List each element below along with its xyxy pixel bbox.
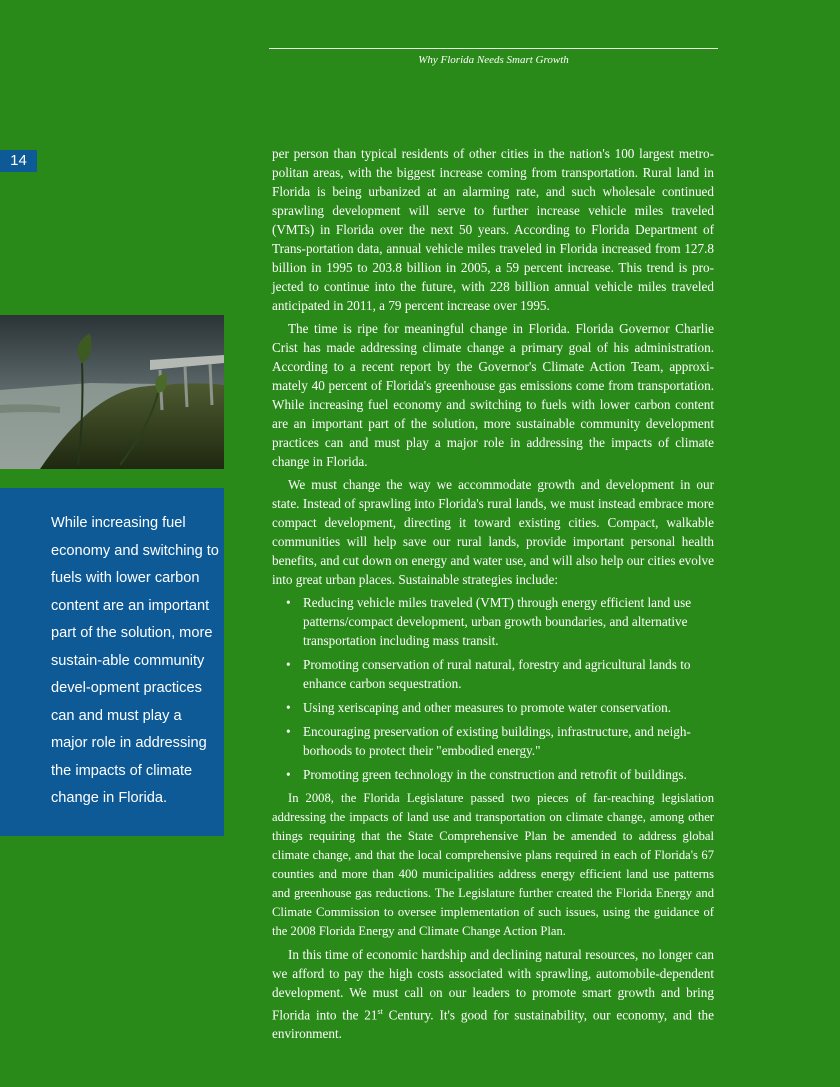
paragraph-4: In 2008, the Florida Legislature passed two pieces of far-reaching legislation addressing the impacts of land use and transportation on climate change, among other things requiring that the State Comprehensive Plan be amended to address global climate change, and that the local comprehensive plans required in each of Florida's 67 counties and more than 400 municipalities address energy efficient land use patterns and greenhouse gas reductions. The Legislature further created the Florida Energy and Climate Commission to oversee implementation of such issues, using the guidance of the 2008 Florida Energy and Climate Change Action Plan. <box>272 791 714 938</box>
pull-quote: While increasing fuel economy and switching to fuels with lower carbon content are an important part of the solution, more sustain-able community devel-opment practices can and must play a major role in addressing the impacts of climate change in Florida. <box>51 515 219 806</box>
pull-quote-box <box>0 488 224 836</box>
bullet-icon: • <box>286 595 291 610</box>
running-header: Why Florida Needs Smart Growth <box>418 54 569 66</box>
list-item: • Promoting conservation of rural natural, forestry and agricultural lands to enhance carbon sequestration. <box>286 657 691 691</box>
bullet-icon: • <box>286 700 291 715</box>
storm-landscape-photo <box>0 315 224 469</box>
bullet-icon: • <box>286 657 291 672</box>
list-item: • Reducing vehicle miles traveled (VMT) through energy efficient land use patterns/compact development, urban growth boundaries, and alternative transportation including mass transit. <box>286 595 692 648</box>
header-rule <box>269 48 718 49</box>
list-item: • Promoting green technology in the construction and retrofit of buildings. <box>286 767 687 782</box>
page-number: 14 <box>0 150 37 172</box>
paragraph-3: We must change the way we accommodate growth and development in our state. Instead of sprawling into Florida's rural lands, we must instead embrace more compact development, directing it toward existing cities. Compact, walkable communities will help save our rural lands, provide important personal health benefits, and cut down on energy and water use, and will also help our cities evolve into great urban places. Sustainable strategies include: <box>272 477 714 587</box>
paragraph-1: per person than typical residents of other cities in the nation's 100 largest metro-politan areas, with the biggest increase coming from transportation. Rural land in Florida is being urbanized at an alarming rate, and such wholesale continued sprawling development will serve to further increase vehicle miles traveled (VMTs) in Florida over the next 50 years. According to Florida Department of Trans-portation data, annual vehicle miles traveled in Florida increased from 127.8 billion in 1995 to 203.8 billion in 2005, a 59 percent increase. This trend is pro-jected to continue into the future, with 228 billion annual vehicle miles traveled anticipated in 2011, a 79 percent increase over 1995. <box>272 146 714 313</box>
strategy-list <box>272 593 714 784</box>
list-item: • Encouraging preservation of existing buildings, infrastructure, and neigh-borhoods to protect their "embodied energy." <box>286 724 691 758</box>
list-item: • Using xeriscaping and other measures to promote water conservation. <box>286 700 672 715</box>
bullet-icon: • <box>286 767 291 782</box>
body-column <box>272 144 714 1047</box>
paragraph-2: The time is ripe for meaningful change in Florida. Florida Governor Charlie Crist has made addressing climate change a primary goal of his administration. According to a recent report by the Governor's Climate Action Team, approxi-mately 40 percent of Florida's greenhouse gas emissions come from transportation. While increasing fuel economy and switching to fuels with lower carbon content are an important part of the solution, more sustainable community development practices can and must play a major role in addressing the impacts of climate change in Florida. <box>272 321 714 469</box>
paragraph-5: In this time of economic hardship and declining natural resources, no longer can we afford to pay the high costs associated with sprawling, automobile-dependent development. We must call on our leaders to promote smart growth and bring Florida into the 21st Century. It's good for sustainability, our economy, and the environment. <box>272 947 714 1042</box>
bullet-icon: • <box>286 724 291 739</box>
